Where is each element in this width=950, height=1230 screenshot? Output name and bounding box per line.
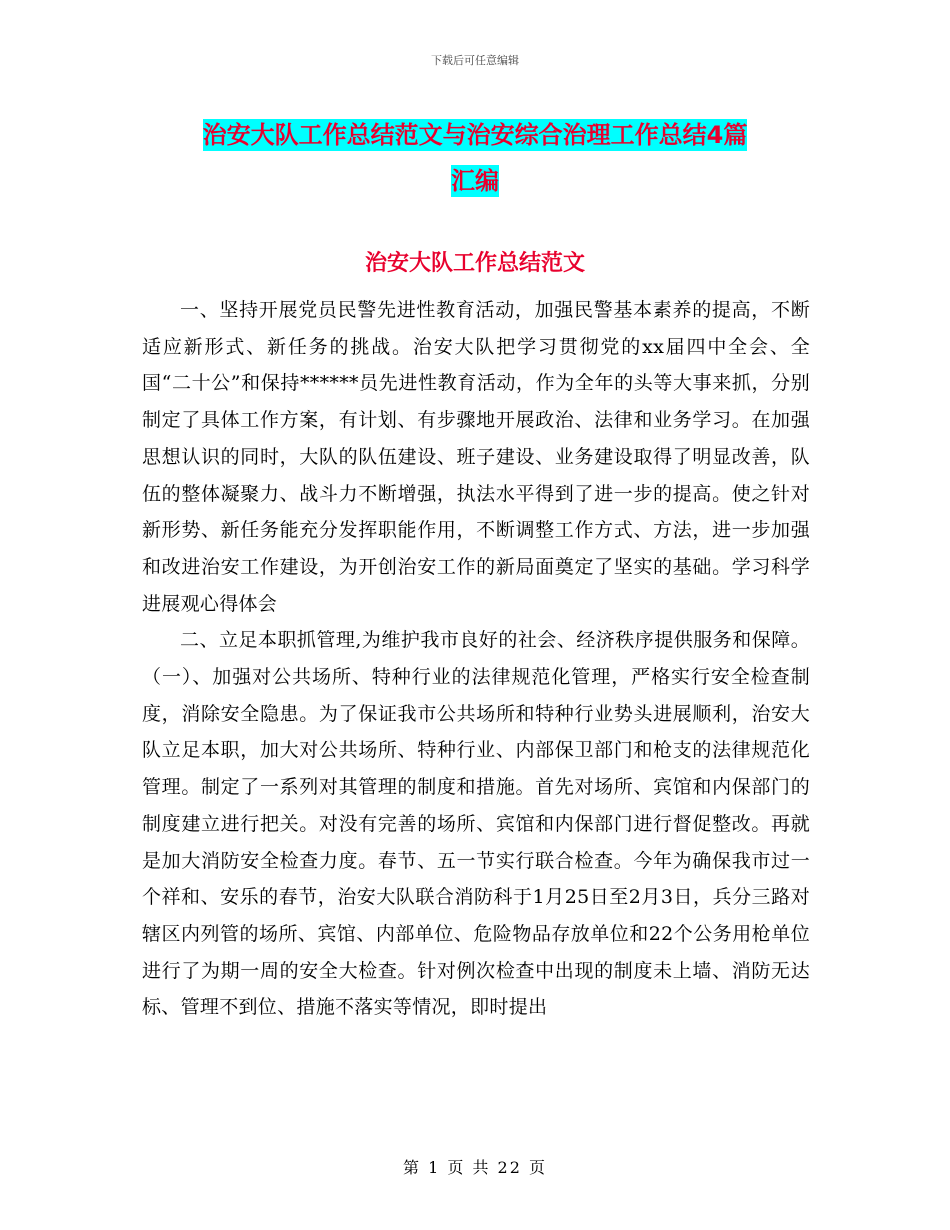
- document-body: [142, 292, 810, 1026]
- document-title-line-1: 治安大队工作总结范文与治安综合治理工作总结4篇: [202, 121, 748, 149]
- page-header-note: 下载后可任意编辑: [431, 54, 519, 67]
- document-title-line-2: 汇编: [451, 167, 499, 195]
- paragraph: 二、立足本职抓管理,为维护我市良好的社会、经济秩序提供服务和保障。（一）、加强对公共场所、特种行业的法律规范化管理，严格实行安全检查制度，消除安全隐患。为了保证我市公共场所和特种行业势头进展顺利，治安大队立足本职，加大对公共场所、特种行业、内部保卫部门和枪支的法律规范化管理。制定了一系列对其管理的制度和措施。首先对场所、宾馆和内保部门的制度建立进行把关。对没有完善的场所、宾馆和内保部门进行督促整改。再就是加大消防安全检查力度。春节、五一节实行联合检查。今年为确保我市过一个祥和、安乐的春节，治安大队联合消防科于1月25日至2月3日，兵分三路对辖区内列管的场所、宾馆、内部单位、危险物品存放单位和22个公务用枪单位进行了为期一周的安全大检查。针对例次检查中出现的制度未上墙、消防无达标、管理不到位、措施不落实等情况，即时提出: [142, 629, 810, 1019]
- section-title: 治安大队工作总结范文: [364, 251, 585, 276]
- document-title: [0, 112, 950, 204]
- paragraph: 一、坚持开展党员民警先进性教育活动，加强民警基本素养的提高，不断适应新形式、新任务的挑战。治安大队把学习贯彻党的xx届四中全会、全国“二十公”和保持******员先进性教育活动，作为全年的头等大事来抓，分别制定了具体工作方案，有计划、有步骤地开展政治、法律和业务学习。在加强思想认识的同时，大队的队伍建设、班子建设、业务建设取得了明显改善，队伍的整体凝聚力、战斗力不断增强，执法水平得到了进一步的提高。使之针对新形势、新任务能充分发挥职能作用，不断调整工作方式、方法，进一步加强和改进治安工作建设，为开创治安工作的新局面奠定了坚实的基础。学习科学进展观心得体会: [142, 299, 810, 615]
- page-number-footer: 第 1 页 共 22 页: [403, 1158, 547, 1177]
